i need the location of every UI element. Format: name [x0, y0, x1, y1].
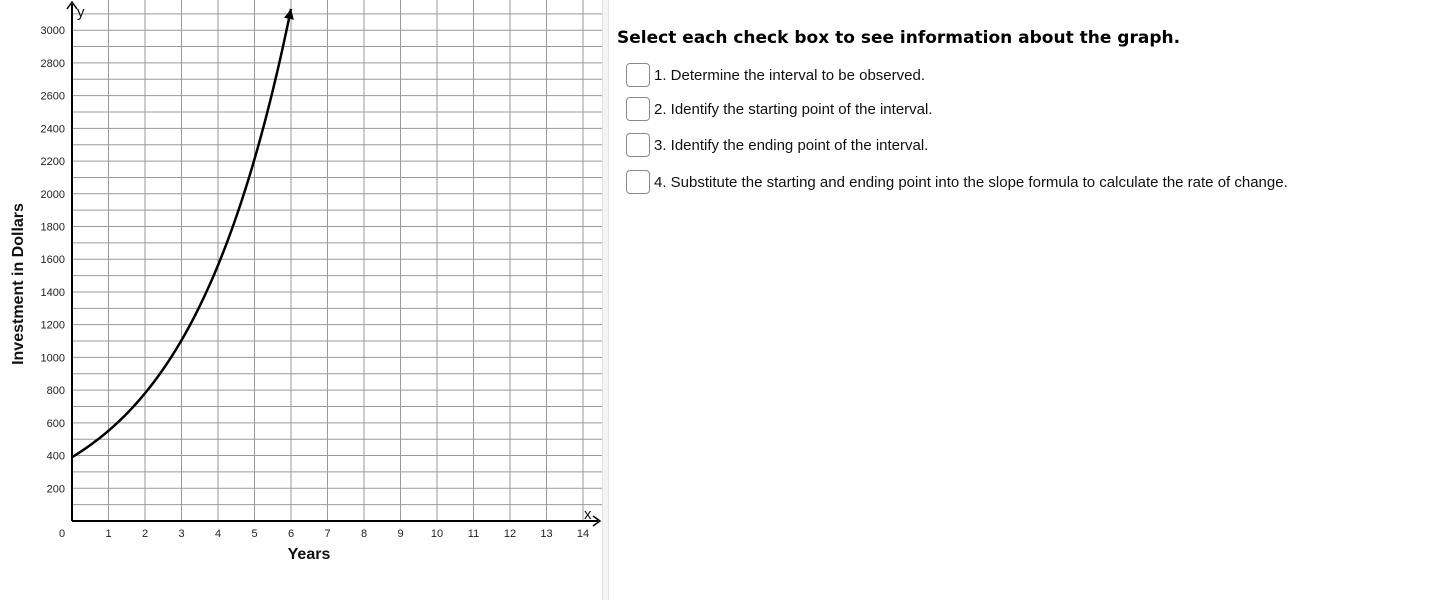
x-tick-label: 6	[287, 528, 295, 540]
grid-lines	[72, 0, 602, 521]
graph-panel	[0, 0, 603, 600]
graph-svg	[0, 0, 603, 600]
checkbox-row-2[interactable]	[626, 96, 933, 122]
y-axis-title: Investment in Dollars	[10, 203, 27, 365]
x-tick-label: 12	[503, 528, 517, 540]
y-tick-label: 1600	[40, 254, 65, 267]
y-tick-label: 200	[46, 483, 65, 496]
x-tick-label: 13	[540, 528, 553, 540]
x-tick-label: 10	[430, 528, 444, 540]
y-tick-label: 1000	[40, 352, 65, 365]
y-tick-label: 2800	[40, 57, 65, 70]
info-title: Select each check box to see information about the graph.	[617, 28, 1181, 48]
x-tick-label: 8	[360, 528, 368, 540]
x-tick-label: 7	[324, 528, 331, 540]
x-axis-letter: x	[584, 506, 592, 523]
y-tick-label: 400	[46, 450, 65, 463]
x-axis-title: Years	[287, 546, 331, 563]
x-tick-label: 9	[397, 528, 404, 540]
y-tick-label: 3000	[40, 25, 65, 38]
y-tick-label: 600	[46, 417, 65, 430]
x-tick-label: 3	[178, 528, 185, 540]
x-tick-label: 14	[576, 528, 590, 540]
y-tick-label: 2000	[40, 188, 65, 201]
checkbox-row-3[interactable]	[626, 132, 928, 158]
checkbox-label-3: 3. Identify the ending point of the interval.	[654, 136, 929, 154]
checkbox-label-2: 2. Identify the starting point of the interval.	[654, 100, 933, 118]
y-tick-label: 1200	[40, 319, 65, 332]
tick-labels	[41, 25, 590, 540]
y-tick-label: 800	[46, 385, 65, 398]
y-tick-label: 2600	[40, 90, 65, 103]
axes	[67, 2, 600, 526]
x-tick-label: 2	[141, 528, 149, 540]
checkbox-row-1[interactable]	[626, 62, 925, 88]
panel-divider[interactable]	[602, 0, 609, 600]
x-tick-label: 5	[251, 528, 258, 540]
x-tick-label: 4	[214, 528, 222, 540]
y-axis-letter: y	[77, 4, 85, 21]
y-tick-label: 1400	[40, 286, 65, 299]
checkbox-1[interactable]	[626, 63, 650, 87]
checkbox-2[interactable]	[626, 97, 650, 121]
checkbox-label-1: 1. Determine the interval to be observed.	[654, 66, 925, 84]
checkbox-row-4[interactable]	[626, 169, 1288, 195]
checkbox-label-4: 4. Substitute the starting and ending point into the slope formula to calculate the rate of change.	[654, 173, 1288, 191]
y-tick-label: 1800	[40, 221, 65, 234]
checkbox-3[interactable]	[626, 133, 650, 157]
x-tick-label: 11	[467, 528, 480, 540]
x-tick-label: 1	[105, 528, 112, 540]
y-tick-label: 2400	[40, 123, 65, 136]
origin-label: 0	[58, 528, 66, 540]
checkbox-4[interactable]	[626, 170, 650, 194]
y-tick-label: 2200	[40, 156, 65, 169]
info-panel	[617, 0, 1437, 600]
